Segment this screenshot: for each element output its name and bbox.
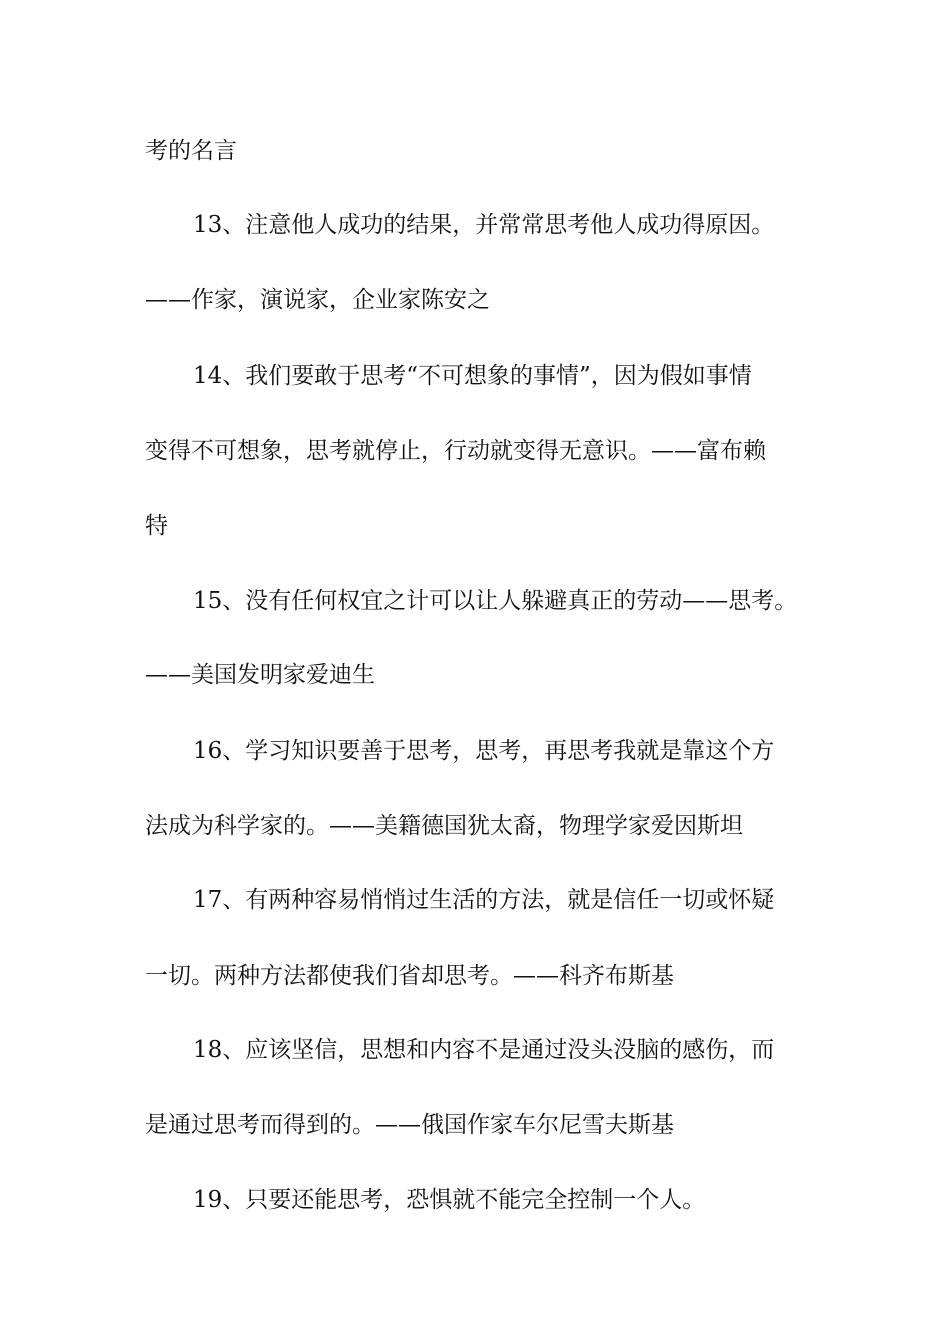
quote-17-line-1: 17、有两种容易悄悄过生活的方法，就是信任一切或怀疑 bbox=[193, 887, 775, 913]
quote-15-line-1: 15、没有任何权宜之计可以让人躲避真正的劳动——思考。 bbox=[193, 588, 798, 614]
quote-14-line-3: 特 bbox=[145, 513, 168, 539]
quote-17-line-2: 一切。两种方法都使我们省却思考。——科齐布斯基 bbox=[145, 963, 674, 989]
quote-18-line-1: 18、应该坚信，思想和内容不是通过没头没脑的感伤，而 bbox=[193, 1037, 775, 1063]
quote-13-attribution: ——作家，演说家，企业家陈安之 bbox=[145, 287, 490, 313]
quote-19-line-1: 19、只要还能思考，恐惧就不能完全控制一个人。 bbox=[193, 1187, 706, 1213]
quote-16-line-1: 16、学习知识要善于思考，思考，再思考我就是靠这个方 bbox=[193, 738, 775, 764]
quote-18-line-2: 是通过思考而得到的。——俄国作家车尔尼雪夫斯基 bbox=[145, 1112, 674, 1138]
quote-13-line-1: 13、注意他人成功的结果，并常常思考他人成功得原因。 bbox=[193, 212, 775, 238]
quote-16-line-2: 法成为科学家的。——美籍德国犹太裔，物理学家爱因斯坦 bbox=[145, 813, 743, 839]
quote-14-line-1: 14、我们要敢于思考“不可想象的事情”，因为假如事情 bbox=[193, 363, 752, 389]
quote-14-line-2: 变得不可想象，思考就停止，行动就变得无意识。——富布赖 bbox=[145, 438, 766, 464]
text-line-heading-tail: 考的名言 bbox=[145, 138, 237, 164]
quote-15-attribution: ——美国发明家爱迪生 bbox=[145, 662, 375, 688]
